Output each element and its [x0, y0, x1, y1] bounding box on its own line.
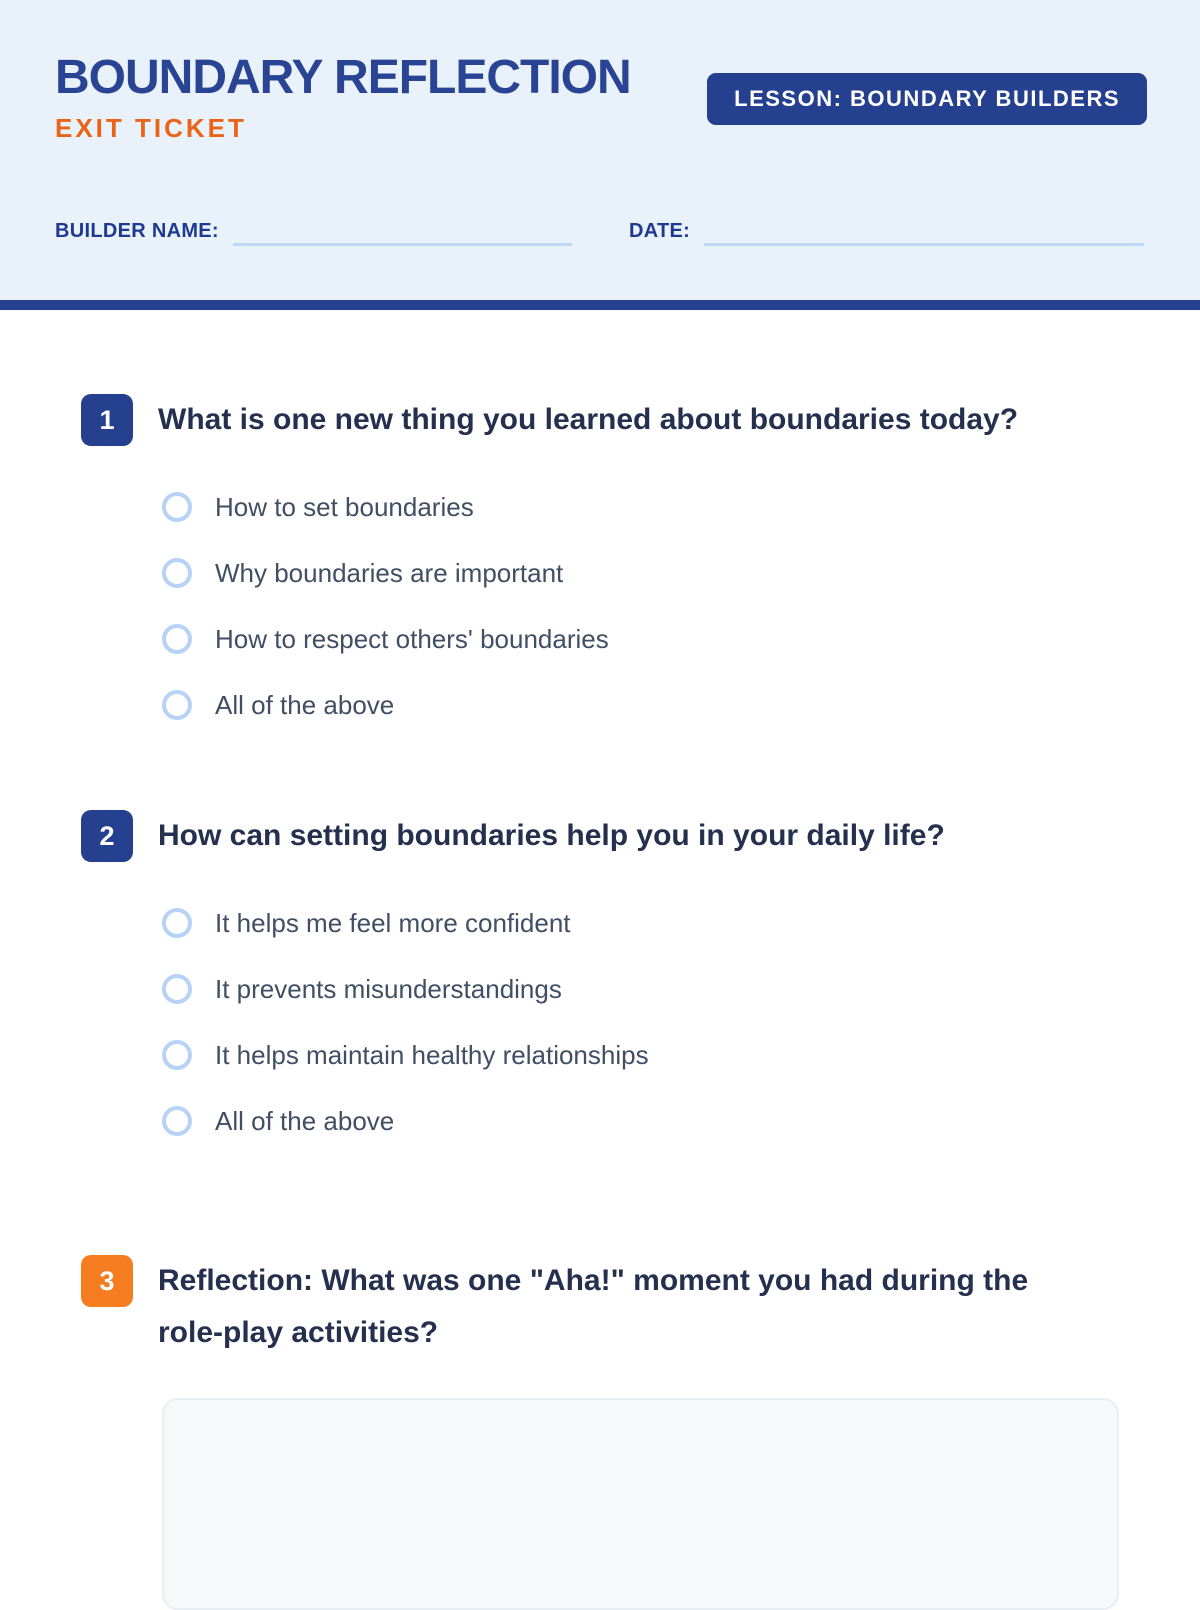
question-1 — [81, 394, 1145, 724]
question-1-row — [81, 394, 1145, 446]
radio-icon[interactable] — [162, 1106, 192, 1136]
option-label: It prevents misunderstandings — [215, 973, 562, 1004]
question-3-title: Reflection: What was one "Aha!" moment you had during the role-play activities? — [158, 1264, 1029, 1349]
title-block — [55, 52, 631, 144]
radio-option[interactable] — [162, 1036, 1145, 1074]
question-3-number-badge: 3 — [81, 1255, 133, 1307]
option-label: All of the above — [215, 1105, 395, 1136]
radio-option[interactable] — [162, 686, 1145, 724]
radio-option[interactable] — [162, 1102, 1145, 1140]
date-field — [629, 219, 1144, 246]
builder-name-input[interactable] — [233, 219, 572, 246]
lesson-badge: LESSON: BOUNDARY BUILDERS — [707, 73, 1147, 125]
option-label: Why boundaries are important — [215, 557, 564, 588]
radio-icon[interactable] — [162, 974, 192, 1004]
option-label: It helps me feel more confident — [215, 907, 571, 938]
option-label: How to respect others' boundaries — [215, 623, 609, 654]
builder-name-label: BUILDER NAME: — [55, 220, 219, 242]
header-divider — [0, 300, 1200, 310]
builder-name-field — [55, 219, 572, 246]
option-label: It helps maintain healthy relationships — [215, 1039, 649, 1070]
question-3 — [81, 1255, 1145, 1610]
header — [0, 0, 1200, 300]
radio-option[interactable] — [162, 970, 1145, 1008]
date-input[interactable] — [704, 219, 1144, 246]
radio-icon[interactable] — [162, 690, 192, 720]
radio-option[interactable] — [162, 620, 1145, 658]
question-1-number-badge: 1 — [81, 394, 133, 446]
date-label: DATE: — [629, 220, 691, 242]
option-label: How to set boundaries — [215, 491, 474, 522]
radio-option[interactable] — [162, 488, 1145, 526]
page-title: BOUNDARY REFLECTION — [55, 51, 631, 104]
radio-option[interactable] — [162, 554, 1145, 592]
radio-icon[interactable] — [162, 1040, 192, 1070]
question-2-title: How can setting boundaries help you in your daily life? — [158, 819, 945, 852]
question-2-number-badge: 2 — [81, 810, 133, 862]
radio-icon[interactable] — [162, 908, 192, 938]
radio-icon[interactable] — [162, 624, 192, 654]
question-2 — [81, 810, 1145, 1140]
main-content — [0, 394, 1200, 1610]
page-subtitle: EXIT TICKET — [55, 112, 247, 143]
radio-option[interactable] — [162, 904, 1145, 942]
radio-icon[interactable] — [162, 492, 192, 522]
question-2-options — [162, 904, 1145, 1140]
fields-row — [55, 219, 1144, 246]
reflection-answer-textarea[interactable] — [162, 1398, 1119, 1610]
question-3-row — [81, 1255, 1145, 1359]
question-1-options — [162, 488, 1145, 724]
option-label: All of the above — [215, 689, 395, 720]
radio-icon[interactable] — [162, 558, 192, 588]
question-2-row — [81, 810, 1145, 862]
question-1-title: What is one new thing you learned about boundaries today? — [158, 403, 1019, 436]
